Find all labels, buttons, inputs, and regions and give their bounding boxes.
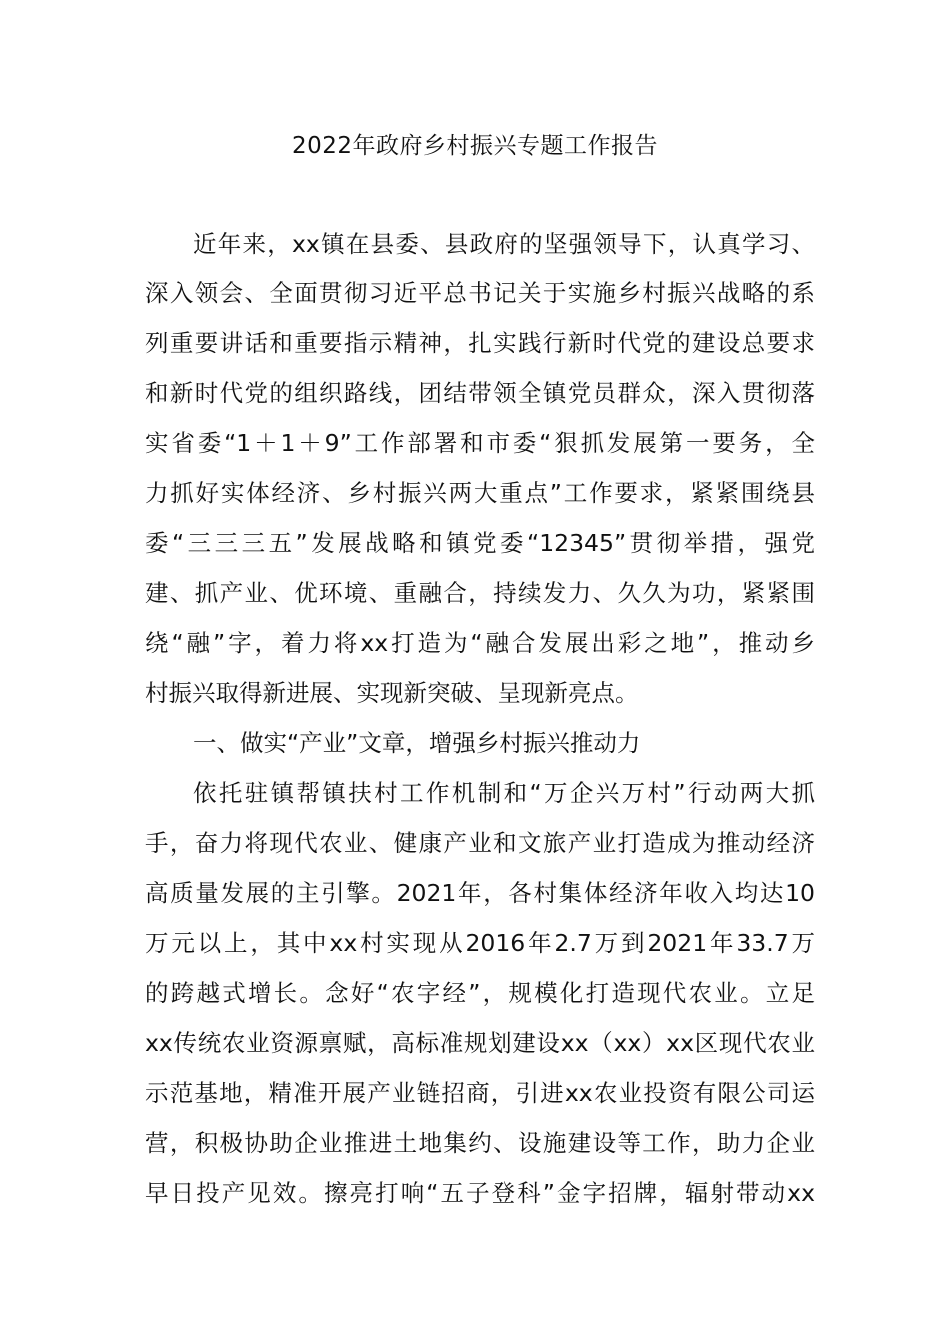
- paragraph-line: 万元以上，其中xx村实现从2016年2.7万到2021年33.7万: [145, 929, 815, 957]
- paragraph-line: 早日投产见效。擦亮打响“五子登科”金字招牌，辐射带动xx: [145, 1179, 815, 1207]
- paragraph-line: 近年来，xx镇在县委、县政府的坚强领导下，认真学习、: [193, 230, 815, 258]
- paragraph-line: xx传统农业资源禀赋，高标准规划建设xx（xx）xx区现代农业: [145, 1029, 815, 1057]
- paragraph-line: 建、抓产业、优环境、重融合，持续发力、久久为功，紧紧围: [145, 579, 815, 607]
- document-title: 2022年政府乡村振兴专题工作报告: [291, 133, 659, 159]
- paragraph-line: 的跨越式增长。念好“农字经”，规模化打造现代农业。立足: [145, 979, 815, 1007]
- paragraph-line: 实省委“1＋1＋9”工作部署和市委“狠抓发展第一要务，全: [145, 429, 815, 457]
- paragraph-line: 和新时代党的组织路线，团结带领全镇党员群众，深入贯彻落: [145, 379, 815, 407]
- paragraph-line: 深入领会、全面贯彻习近平总书记关于实施乡村振兴战略的系: [145, 279, 815, 307]
- paragraph-line: 力抓好实体经济、乡村振兴两大重点”工作要求，紧紧围绕县: [145, 479, 815, 507]
- paragraph-line: 委“三三三五”发展战略和镇党委“12345”贯彻举措，强党: [145, 529, 815, 557]
- paragraph-line: 村振兴取得新进展、实现新突破、呈现新亮点。: [145, 679, 639, 707]
- paragraph-line: 营，积极协助企业推进土地集约、设施建设等工作，助力企业: [145, 1129, 815, 1157]
- paragraph-line: 手，奋力将现代农业、健康产业和文旅产业打造成为推动经济: [145, 829, 815, 857]
- paragraph-line: 绕“融”字，着力将xx打造为“融合发展出彩之地”，推动乡: [145, 629, 815, 657]
- paragraph-line: 高质量发展的主引擎。2021年，各村集体经济年收入均达10: [145, 879, 815, 907]
- paragraph-line: 列重要讲话和重要指示精神，扎实践行新时代党的建设总要求: [145, 329, 815, 357]
- paragraph-line: 示范基地，精准开展产业链招商，引进xx农业投资有限公司运: [145, 1079, 815, 1107]
- section-heading: 一、做实“产业”文章，增强乡村振兴推动力: [193, 729, 641, 757]
- paragraph-line: 依托驻镇帮镇扶村工作机制和“万企兴万村”行动两大抓: [193, 779, 815, 807]
